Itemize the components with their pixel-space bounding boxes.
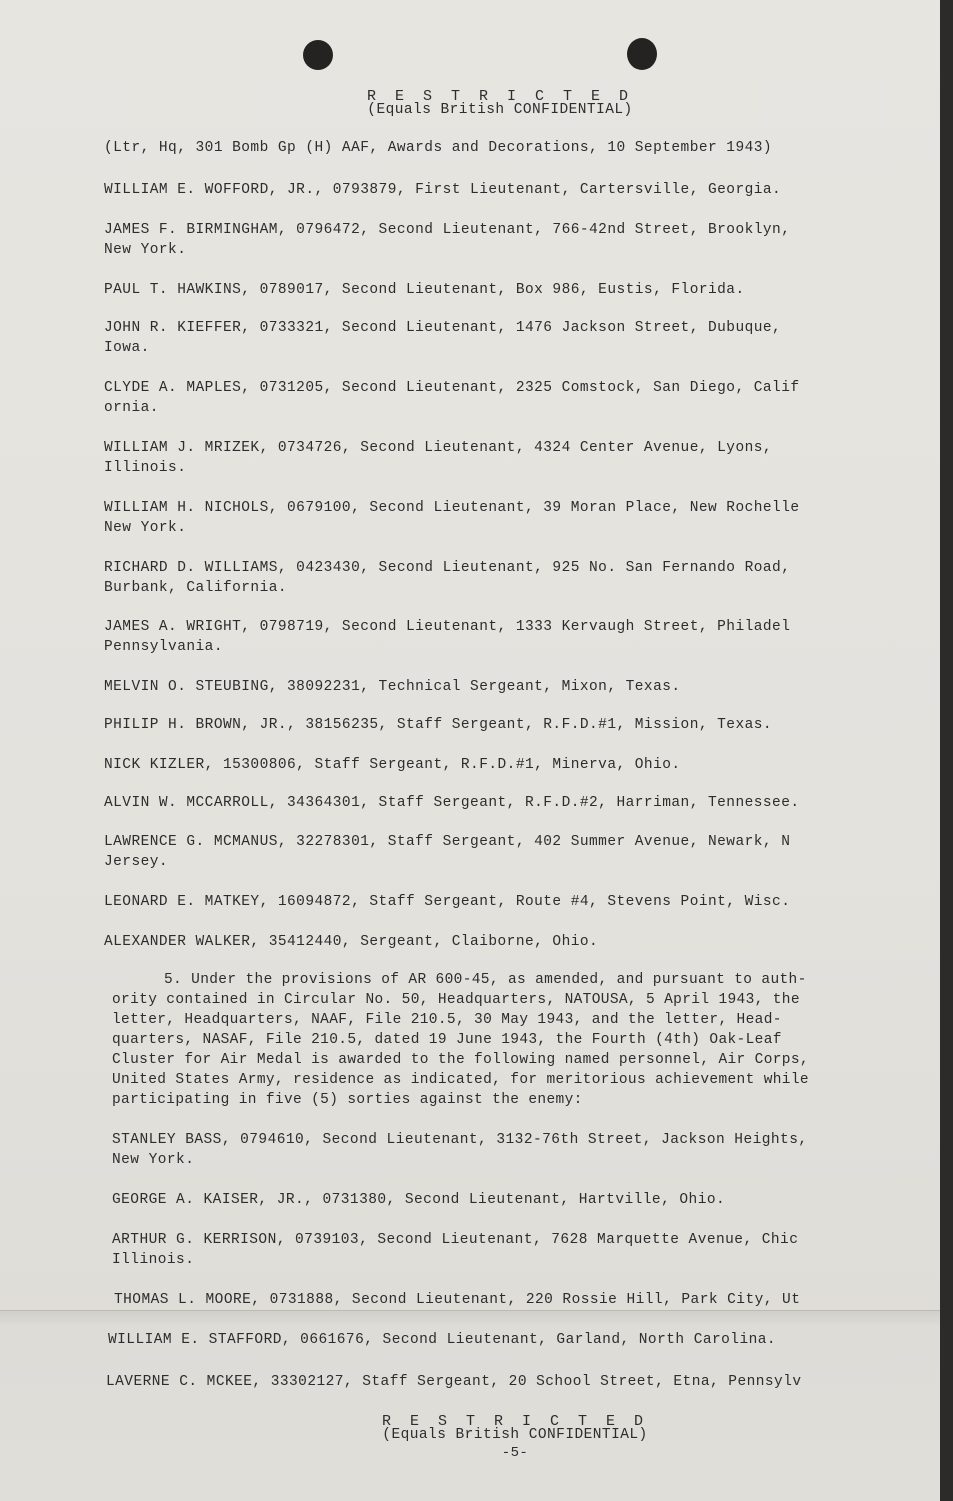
entry-line: RICHARD D. WILLIAMS, 0423430, Second Lieutenant, 925 No. San Fernando Road,	[104, 560, 791, 576]
entry-continuation: Iowa.	[104, 340, 150, 356]
entry-continuation: Illinois.	[104, 460, 187, 476]
entry-line: WILLIAM H. NICHOLS, 0679100, Second Lieutenant, 39 Moran Place, New Rochelle	[104, 500, 800, 516]
reference-line: (Ltr, Hq, 301 Bomb Gp (H) AAF, Awards and Decorations, 10 September 1943)	[104, 140, 773, 156]
classification-note: (Equals British CONFIDENTIAL)	[367, 102, 633, 118]
entry-line: NICK KIZLER, 15300806, Staff Sergeant, R.F.D.#1, Minerva, Ohio.	[104, 757, 681, 773]
restricted-heading: R E S T R I C T E D	[366, 88, 634, 105]
entry-continuation: ornia.	[104, 400, 159, 416]
paragraph-line: letter, Headquarters, NAAF, File 210.5, 30 May 1943, and the letter, Head-	[112, 1012, 782, 1028]
award-entry	[104, 932, 874, 952]
entry-continuation: New York.	[112, 1152, 195, 1168]
entry-line: ARTHUR G. KERRISON, 0739103, Second Lieutenant, 7628 Marquette Avenue, Chic	[112, 1232, 799, 1248]
entry-line: MELVIN O. STEUBING, 38092231, Technical Sergeant, Mixon, Texas.	[104, 679, 681, 695]
entry-line: CLYDE A. MAPLES, 0731205, Second Lieutenant, 2325 Comstock, San Diego, Calif	[104, 380, 800, 396]
entry-line: JAMES F. BIRMINGHAM, 0796472, Second Lieutenant, 766-42nd Street, Brooklyn,	[104, 222, 791, 238]
entry-continuation: New York.	[104, 520, 187, 536]
paragraph-line: United States Army, residence as indicated, for meritorious achievement while	[112, 1072, 809, 1088]
entry-line: JOHN R. KIEFFER, 0733321, Second Lieutenant, 1476 Jackson Street, Dubuque,	[104, 320, 782, 336]
top-classification-banner	[250, 88, 750, 118]
award-entry	[104, 318, 874, 358]
entry-line: ALVIN W. MCCARROLL, 34364301, Staff Sergeant, R.F.D.#2, Harriman, Tennessee.	[104, 795, 800, 811]
award-entry	[104, 558, 874, 598]
award-entry	[106, 1372, 876, 1392]
award-entry	[104, 677, 874, 697]
award-entry	[104, 438, 874, 478]
entry-line: JAMES A. WRIGHT, 0798719, Second Lieutenant, 1333 Kervaugh Street, Philadel	[104, 619, 791, 635]
paragraph-line: 5. Under the provisions of AR 600-45, as amended, and pursuant to auth-	[164, 972, 807, 988]
entry-continuation: Jersey.	[104, 854, 169, 870]
entry-line: STANLEY BASS, 0794610, Second Lieutenant, 3132-76th Street, Jackson Heights,	[112, 1132, 808, 1148]
entry-line: LAWRENCE G. MCMANUS, 32278301, Staff Sergeant, 402 Summer Avenue, Newark, N	[104, 834, 791, 850]
award-entry	[104, 180, 874, 200]
entry-line: GEORGE A. KAISER, JR., 0731380, Second Lieutenant, Hartville, Ohio.	[112, 1192, 726, 1208]
award-entry	[104, 715, 874, 735]
award-entry	[104, 280, 874, 300]
entry-continuation: Illinois.	[112, 1252, 195, 1268]
paragraph-line: Cluster for Air Medal is awarded to the following named personnel, Air Corps,	[112, 1052, 809, 1068]
entry-line: LEONARD E. MATKEY, 16094872, Staff Sergeant, Route #4, Stevens Point, Wisc.	[104, 894, 791, 910]
award-entry	[112, 1190, 882, 1210]
entry-continuation: New York.	[104, 242, 187, 258]
award-entry	[108, 1330, 878, 1350]
award-entry	[104, 892, 874, 912]
entry-line: PHILIP H. BROWN, JR., 38156235, Staff Sergeant, R.F.D.#1, Mission, Texas.	[104, 717, 773, 733]
award-entry	[112, 1230, 882, 1270]
award-entry	[104, 220, 874, 260]
bottom-classification-banner	[265, 1413, 765, 1461]
award-entry	[104, 832, 874, 872]
entry-line: THOMAS L. MOORE, 0731888, Second Lieutenant, 220 Rossie Hill, Park City, Ut	[114, 1292, 801, 1308]
paragraph-line: quarters, NASAF, File 210.5, dated 19 June 1943, the Fourth (4th) Oak-Leaf	[112, 1032, 782, 1048]
entry-line: WILLIAM J. MRIZEK, 0734726, Second Lieutenant, 4324 Center Avenue, Lyons,	[104, 440, 773, 456]
award-entry	[112, 1130, 882, 1170]
entry-line: WILLIAM E. WOFFORD, JR., 0793879, First Lieutenant, Cartersville, Georgia.	[104, 182, 782, 198]
award-entry	[104, 755, 874, 775]
award-entry	[104, 378, 874, 418]
entry-continuation: Burbank, California.	[104, 580, 288, 596]
award-entry	[104, 617, 874, 657]
classification-footer: (Equals British CONFIDENTIAL)	[382, 1427, 648, 1443]
entry-line: ALEXANDER WALKER, 35412440, Sergeant, Claiborne, Ohio.	[104, 934, 599, 950]
restricted-footer: R E S T R I C T E D	[381, 1413, 649, 1430]
entry-line: LAVERNE C. MCKEE, 33302127, Staff Sergeant, 20 School Street, Etna, Pennsylv	[106, 1374, 802, 1390]
paragraph-line: participating in five (5) sorties against the enemy:	[112, 1092, 583, 1108]
award-entry	[104, 793, 874, 813]
award-entry	[114, 1290, 884, 1310]
entry-line: WILLIAM E. STAFFORD, 0661676, Second Lieutenant, Garland, North Carolina.	[108, 1332, 777, 1348]
punch-hole	[627, 38, 657, 70]
entry-line: PAUL T. HAWKINS, 0789017, Second Lieutenant, Box 986, Eustis, Florida.	[104, 282, 745, 298]
entry-continuation: Pennsylvania.	[104, 639, 223, 655]
award-entry	[104, 498, 874, 538]
paragraph-line: ority contained in Circular No. 50, Headquarters, NATOUSA, 5 April 1943, the	[112, 992, 800, 1008]
paragraph-5	[112, 970, 882, 1110]
punch-hole	[303, 40, 333, 70]
page-number: -5-	[501, 1445, 529, 1461]
